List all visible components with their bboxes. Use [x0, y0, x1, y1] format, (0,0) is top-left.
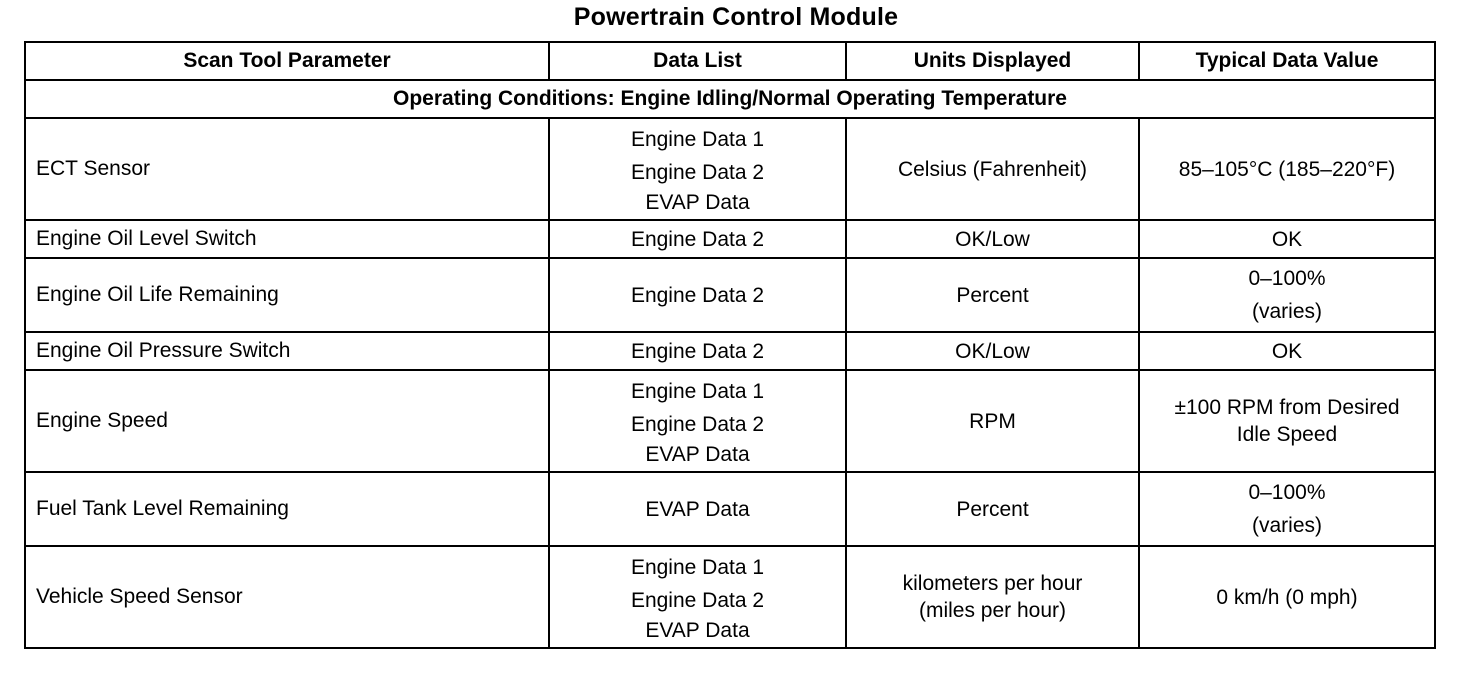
data-list-cell — [549, 220, 846, 258]
typical-value-line: 0 km/h (0 mph) — [1216, 585, 1358, 609]
units-cell — [846, 258, 1139, 332]
typical-value-line: (varies) — [1251, 300, 1322, 323]
parameter-cell: Engine Oil Level Switch — [25, 220, 549, 258]
units-line: Percent — [956, 283, 1029, 307]
typical-value-line: (varies) — [1251, 514, 1322, 537]
typical-value-line: Idle Speed — [1236, 423, 1338, 446]
parameter-cell: Vehicle Speed Sensor — [25, 546, 549, 648]
table-row — [25, 546, 1435, 648]
units-line: OK/Low — [955, 227, 1030, 251]
units-line: Percent — [956, 497, 1029, 521]
parameter-cell: Engine Oil Pressure Switch — [25, 332, 549, 370]
units-line: kilometers per hour — [902, 572, 1083, 595]
units-cell — [846, 370, 1139, 472]
typical-value-line: ±100 RPM from Desired — [1174, 396, 1400, 419]
typical-value-line: 0–100% — [1248, 481, 1326, 504]
pcm-data-table — [24, 41, 1436, 649]
data-list-line: Engine Data 1 — [630, 555, 765, 579]
table-row — [25, 472, 1435, 546]
data-list-cell — [549, 370, 846, 472]
operating-conditions: Operating Conditions: Engine Idling/Normal Operating Temperature — [25, 80, 1435, 118]
units-line: OK/Low — [955, 339, 1030, 363]
data-list-line: Engine Data 2 — [630, 227, 765, 251]
units-cell — [846, 472, 1139, 546]
typical-value-cell — [1139, 220, 1435, 258]
data-list-line: EVAP Data — [645, 497, 750, 521]
table-row — [25, 370, 1435, 472]
table-row — [25, 332, 1435, 370]
units-cell — [846, 546, 1139, 648]
parameter-cell: ECT Sensor — [25, 118, 549, 220]
units-line: (miles per hour) — [918, 599, 1067, 622]
data-list-line: Engine Data 2 — [630, 283, 765, 307]
parameter-cell: Fuel Tank Level Remaining — [25, 472, 549, 546]
typical-value-line: OK — [1271, 339, 1303, 363]
data-list-cell — [549, 332, 846, 370]
typical-value-cell — [1139, 332, 1435, 370]
table-row — [25, 258, 1435, 332]
units-line: RPM — [969, 409, 1016, 433]
table-row — [25, 220, 1435, 258]
typical-value-cell — [1139, 546, 1435, 648]
header-row — [25, 42, 1435, 80]
data-list-line: EVAP Data — [645, 618, 750, 642]
units-cell — [846, 220, 1139, 258]
typical-value-cell — [1139, 472, 1435, 546]
data-list-cell — [549, 472, 846, 546]
data-list-line: Engine Data 2 — [630, 339, 765, 363]
parameter-cell: Engine Oil Life Remaining — [25, 258, 549, 332]
column-header-units: Units Displayed — [846, 42, 1139, 80]
column-header-typical-value: Typical Data Value — [1139, 42, 1435, 80]
parameter-cell: Engine Speed — [25, 370, 549, 472]
data-list-cell — [549, 118, 846, 220]
units-cell — [846, 118, 1139, 220]
data-list-cell — [549, 258, 846, 332]
column-header-data-list: Data List — [549, 42, 846, 80]
column-header-parameter: Scan Tool Parameter — [25, 42, 549, 80]
typical-value-cell — [1139, 370, 1435, 472]
conditions-row — [25, 80, 1435, 118]
units-line: Celsius (Fahrenheit) — [897, 157, 1088, 181]
typical-value-cell — [1139, 258, 1435, 332]
data-list-line: Engine Data 2 — [630, 588, 765, 612]
data-list-line: Engine Data 2 — [630, 160, 765, 184]
typical-value-line: 0–100% — [1248, 267, 1326, 290]
data-list-cell — [549, 546, 846, 648]
data-list-line: Engine Data 1 — [630, 379, 765, 403]
typical-value-line: OK — [1271, 227, 1303, 251]
typical-value-line: 85–105°C (185–220°F) — [1178, 157, 1396, 181]
data-list-line: EVAP Data — [645, 442, 750, 466]
data-list-line: Engine Data 1 — [630, 127, 765, 151]
data-list-line: EVAP Data — [645, 190, 750, 214]
data-list-line: Engine Data 2 — [630, 412, 765, 436]
typical-value-cell — [1139, 118, 1435, 220]
units-cell — [846, 332, 1139, 370]
table-row — [25, 118, 1435, 220]
page-title: Powertrain Control Module — [573, 3, 899, 31]
